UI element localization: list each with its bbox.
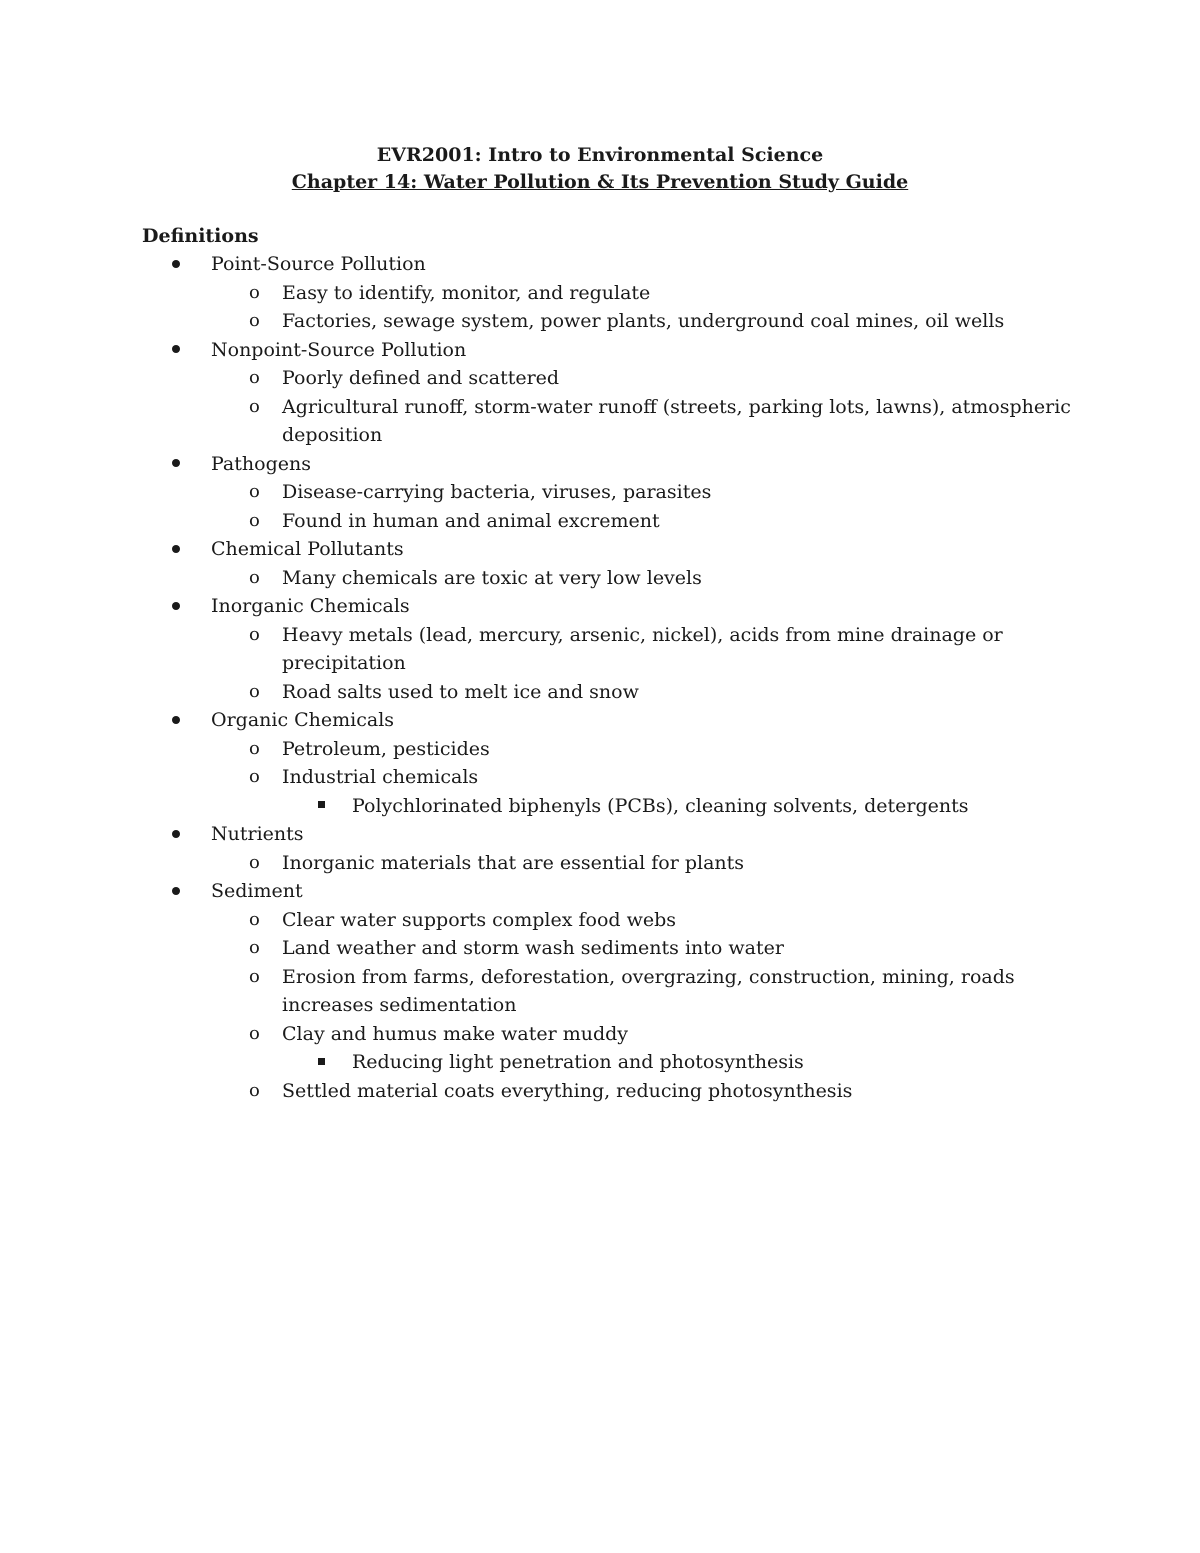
list-item <box>0 336 1200 365</box>
list-item-text: Inorganic materials that are essential for plants <box>282 851 745 874</box>
list-item-text: Many chemicals are toxic at very low levels <box>282 566 702 589</box>
bullet-circle-icon: o <box>249 851 260 873</box>
bullet-circle-icon: o <box>249 566 260 588</box>
bullet-circle-icon: o <box>249 281 260 303</box>
sub-list-item <box>0 364 1200 393</box>
list-item-text: Sediment <box>211 880 303 902</box>
sub-list-item <box>0 763 1200 792</box>
sub-list-item <box>0 393 1200 450</box>
list-item-text: Factories, sewage system, power plants, underground coal mines, oil wells <box>282 310 1005 332</box>
bullet-circle-icon: o <box>249 481 260 502</box>
sub-list-item <box>0 478 1200 507</box>
sub-sub-list-item <box>0 792 1200 821</box>
list-item-text: Road salts used to melt ice and snow <box>282 680 639 703</box>
list-item-text: Settled material coats everything, reducing photosynthesis <box>282 1079 853 1102</box>
list-item-text: Polychlorinated biphenyls (PCBs), cleaning solvents, detergents <box>352 794 969 817</box>
list-item-text: Nutrients <box>211 823 304 845</box>
bullet-circle-icon: o <box>249 965 260 987</box>
list-item <box>0 706 1200 735</box>
bullet-circle-icon: o <box>249 908 260 930</box>
bullet-circle-icon: o <box>249 367 260 388</box>
list-item-text: Found in human and animal excrement <box>282 509 660 532</box>
bullet-circle-icon: o <box>249 737 260 759</box>
bullet-circle-icon: o <box>249 310 260 331</box>
sub-list-item <box>0 564 1200 593</box>
bullet-circle-icon: o <box>249 1079 260 1101</box>
list-item-text: Clear water supports complex food webs <box>282 908 677 931</box>
sub-list-item <box>0 934 1200 963</box>
list-item-text: Organic Chemicals <box>211 709 395 731</box>
bullet-circle-icon: o <box>249 623 260 645</box>
list-item <box>0 535 1200 564</box>
bullet-dot-icon <box>172 592 186 621</box>
sub-list-item <box>0 963 1200 1020</box>
bullet-dot-icon <box>172 250 186 279</box>
bullet-square-icon <box>318 792 325 821</box>
list-item-text: Poorly defined and scattered <box>282 367 560 389</box>
list-item-text: Nonpoint-Source Pollution <box>211 338 467 361</box>
bullet-circle-icon: o <box>249 766 260 787</box>
bullet-square-icon <box>318 1048 325 1077</box>
list-item-text: Reducing light penetration and photosynthesis <box>352 1051 804 1073</box>
list-item <box>0 820 1200 849</box>
bullet-dot-icon <box>172 535 186 564</box>
sub-list-item <box>0 678 1200 707</box>
bullet-circle-icon: o <box>249 395 260 417</box>
list-item-text: Heavy metals (lead, mercury, arsenic, nickel), acids from mine drainage or precipitation <box>282 623 1003 674</box>
bullet-circle-icon: o <box>249 937 260 958</box>
sub-list-item <box>0 849 1200 878</box>
list-item-text: Disease-carrying bacteria, viruses, parasites <box>282 481 712 503</box>
list-item-text: Agricultural runoff, storm-water runoff (streets, parking lots, lawns), atmospheric deposition <box>282 395 1071 446</box>
list-item-text: Inorganic Chemicals <box>211 595 410 617</box>
list-item-text: Chemical Pollutants <box>211 538 404 560</box>
sub-sub-list-item <box>0 1048 1200 1077</box>
list-item-text: Clay and humus make water muddy <box>282 1022 629 1045</box>
chapter-title: Chapter 14: Water Pollution & Its Prevention Study Guide <box>291 171 909 193</box>
bullet-dot-icon <box>172 820 186 849</box>
bullet-circle-icon: o <box>249 509 260 531</box>
sub-list-item <box>0 906 1200 935</box>
sub-list-item <box>0 279 1200 308</box>
list-item <box>0 592 1200 621</box>
list-item-text: Point-Source Pollution <box>211 253 426 275</box>
list-item-text: Erosion from farms, deforestation, overgrazing, construction, mining, roads increases sedimentation <box>282 965 1015 1016</box>
list-item <box>0 450 1200 479</box>
bullet-dot-icon <box>172 336 186 365</box>
list-item-text: Land weather and storm wash sediments into water <box>282 937 784 959</box>
section-heading: Definitions <box>142 225 259 247</box>
sub-list-item <box>0 307 1200 336</box>
list-item <box>0 250 1200 279</box>
bullet-dot-icon <box>172 450 186 479</box>
bullet-circle-icon: o <box>249 680 260 702</box>
sub-list-item <box>0 1077 1200 1106</box>
sub-list-item <box>0 1020 1200 1049</box>
list-item <box>0 877 1200 906</box>
bullet-circle-icon: o <box>249 1022 260 1044</box>
list-item-text: Pathogens <box>211 452 311 475</box>
list-item-text: Petroleum, pesticides <box>282 737 490 760</box>
bullet-dot-icon <box>172 877 186 906</box>
sub-list-item <box>0 507 1200 536</box>
course-title: EVR2001: Intro to Environmental Science <box>376 144 824 166</box>
list-item-text: Industrial chemicals <box>282 766 479 788</box>
bullet-dot-icon <box>172 706 186 735</box>
list-item-text: Easy to identify, monitor, and regulate <box>282 281 651 304</box>
definitions-list <box>0 250 1200 1105</box>
sub-list-item <box>0 735 1200 764</box>
sub-list-item <box>0 621 1200 678</box>
